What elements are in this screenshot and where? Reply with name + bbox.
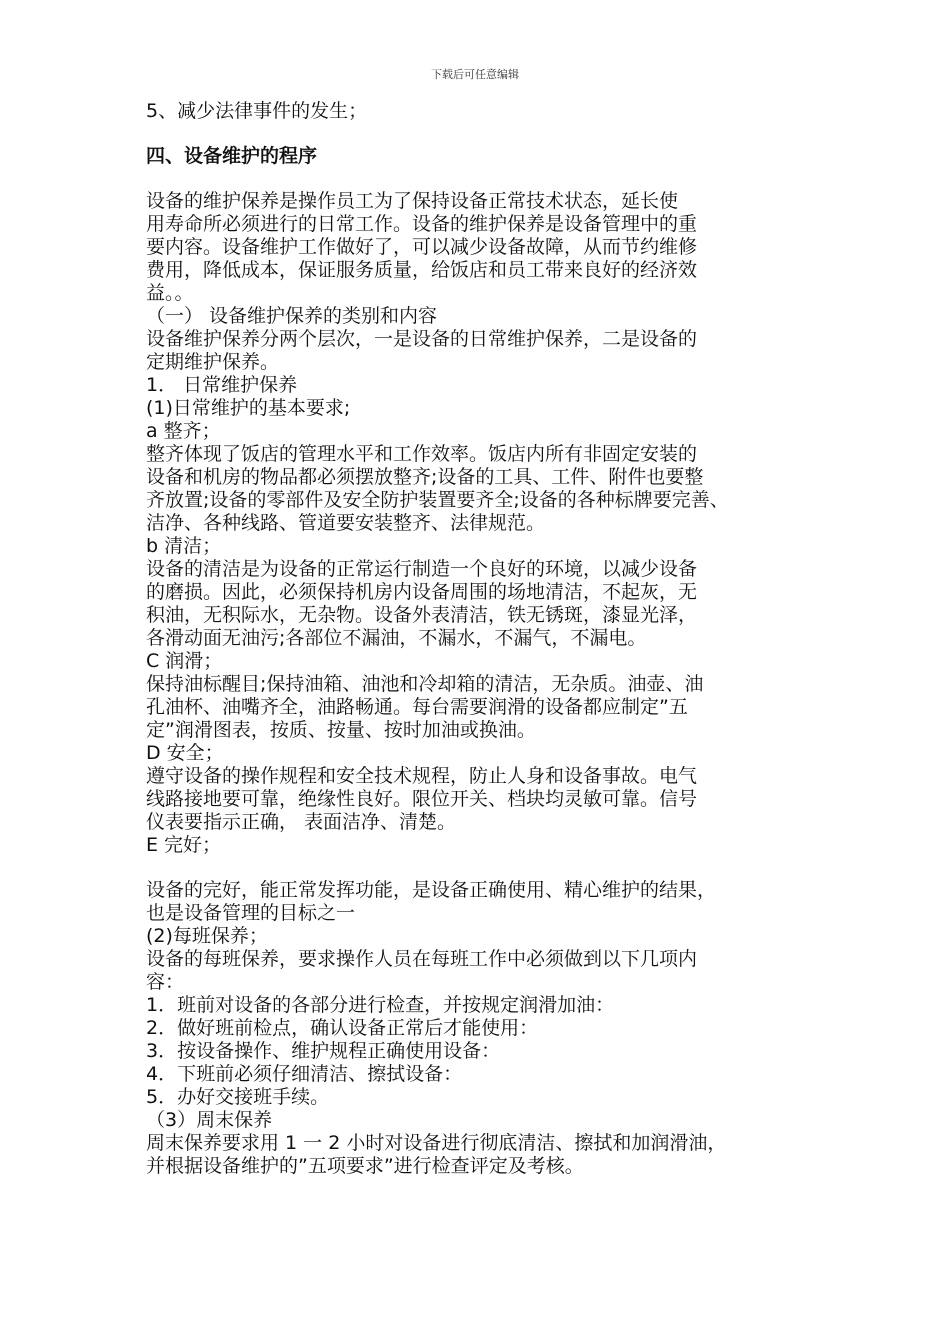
shift-list-item: 2．做好班前检点，确认设备正常后才能使用： [146,1017,539,1039]
item-b-line: 设备的清洁是为设备的正常运行制造一个良好的环境，以减少设备 [146,558,698,580]
weekend-maintenance-line: 周末保养要求用 1 一 2 小时对设备进行彻底清洁、擦拭和加润滑油， [146,1132,727,1154]
shift-list-item: 3．按设备操作、维护规程正确使用设备： [146,1040,501,1062]
item-a-line: 齐放置;设备的零部件及安全防护装置要齐全;设备的各种标牌要完善、 [146,489,729,511]
item-b-title: b 清洁； [146,535,222,557]
shift-list-item: 4．下班前必须仔细清洁、擦拭设备： [146,1063,463,1085]
document-body [146,100,826,1178]
page-header-note: 下载后可任意编辑 [431,68,519,81]
item-b-line: 各滑动面无油污;各部位不漏油，不漏水，不漏气，不漏电。 [146,627,647,649]
item-a-line: 整齐体现了饭店的管理水平和工作效率。饭店内所有非固定安装的 [146,443,698,465]
section-title: 四、设备维护的程序 [146,145,318,167]
weekend-maintenance-line: 并根据设备维护的”五项要求”进行检查评定及考核。 [146,1155,584,1177]
shift-list-item: 1．班前对设备的各部分进行检查，并按规定润滑加油： [146,994,615,1016]
weekend-maintenance-title: （3）周末保养 [146,1109,273,1131]
item-e-title: E 完好； [146,834,222,856]
intro-line: 费用，降低成本，保证服务质量，给饭店和员工带来良好的经济效 [146,259,698,281]
item-d-line: 遵守设备的操作规程和安全技术规程，防止人身和设备事故。电气 [146,765,698,787]
intro-line: 要内容。设备维护工作做好了，可以减少设备故障，从而节约维修 [146,236,698,258]
subsection-title: （一） 设备维护保养的类别和内容 [146,305,438,327]
intro-paragraph [146,190,826,305]
item-a-line: 设备和机房的物品都必须摆放整齐;设备的工具、工件、附件也要整 [146,466,704,488]
subsection-line: 设备维护保养分两个层次，一是设备的日常维护保养，二是设备的 [146,328,698,350]
item-e-line: 设备的完好，能正常发挥功能，是设备正确使用、精心维护的结果， [146,879,717,901]
shift-list-item: 5．办好交接班手续。 [146,1086,330,1108]
item-c-line: 保持油标醒目;保持油箱、油池和冷却箱的清洁，无杂质。油壶、油 [146,673,704,695]
subsection-line: 定期维护保养。 [146,351,280,373]
item-a-title: a 整齐； [146,420,221,442]
shift-maintenance-line: 容： [146,971,185,993]
basic-requirements-title: (1)日常维护的基本要求; [146,397,351,419]
item-c-line: 孔油杯、油嘴齐全，油路畅通。每台需要润滑的设备都应制定”五 [146,696,688,718]
intro-line: 用寿命所必须进行的日常工作。设备的维护保养是设备管理中的重 [146,213,698,235]
item-d-title: D 安全； [146,742,224,764]
list-item-5: 5、减少法律事件的发生； [146,100,368,122]
item-a-line: 洁净、各种线路、管道要安装整齐、法律规范。 [146,512,546,534]
item-b-line: 的磨损。因此，必须保持机房内设备周围的场地清洁，不起灰，无 [146,581,698,603]
item-c-title: C 润滑； [146,650,223,672]
shift-maintenance-title: (2)每班保养； [146,925,268,947]
item-c-line: 定”润滑图表，按质、按量、按时加油或换油。 [146,719,536,741]
item-d-line: 线路接地要可靠，绝缘性良好。限位开关、档块均灵敏可靠。信号 [146,788,698,810]
intro-line: 设备的维护保养是操作员工为了保持设备正常技术状态，延长使 [146,190,679,212]
shift-maintenance-line: 设备的每班保养，要求操作人员在每班工作中必须做到以下几项内 [146,948,698,970]
item-b-line: 积油，无积际水，无杂物。设备外表清洁，铁无锈斑，漆显光泽， [146,604,698,626]
intro-line: 益。。 [146,282,194,304]
daily-maintenance-title: 1． 日常维护保养 [146,374,298,396]
item-d-line: 仪表要指示正确， 表面洁净、清楚。 [146,811,457,833]
item-e-line: 也是设备管理的目标之一 [146,902,356,924]
